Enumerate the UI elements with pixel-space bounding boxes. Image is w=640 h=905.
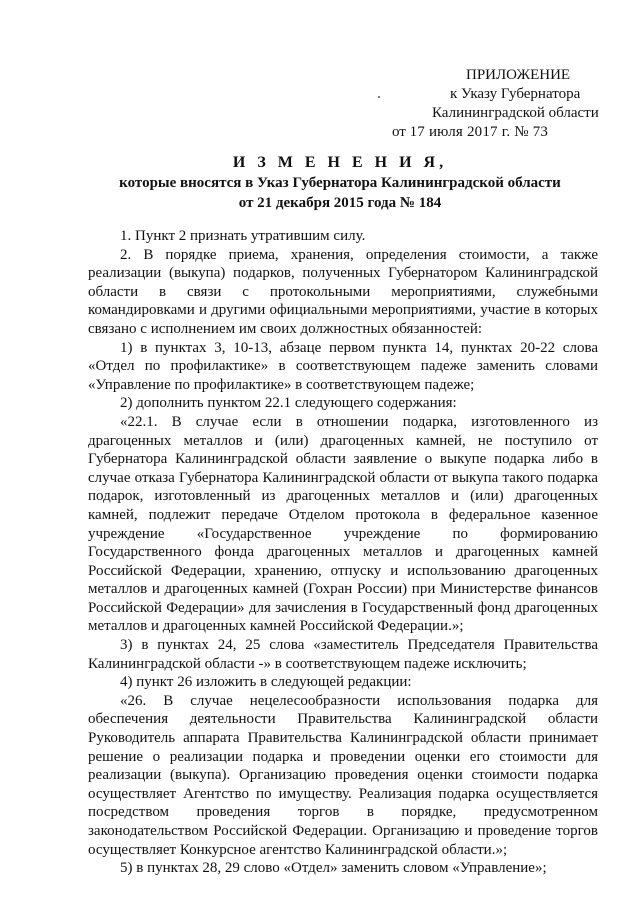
paragraph-6: 3) в пунктах 24, 25 слова «заместитель Председателя Правительства Калининградской области -» в соответствующем падеже исключить; (88, 637, 598, 672)
heading-date: от 21 декабря 2015 года № 184 (238, 195, 442, 211)
paragraph-7: 4) пункт 26 изложить в следующей редакции: (120, 674, 412, 691)
document-body (88, 227, 598, 878)
paragraph-8: «26. В случае нецелесообразности использования подарка для обеспечения деятельности Правительства Калининградской области Руководитель аппарата Правительства Калининградской области принимает решение о реализации подарка и проведении оценки его стоимости для реализации (выкупа). Организацию проведения оценки стоимости подарка осуществляет Агентство по имуществу. Реализация подарка осуществляется посредством проведения торгов в порядке, предусмотренном законодательством Российской Федерации. Организацию и проведение торгов осуществляет Конкурсное агентство Калининградской области.»; (88, 692, 598, 858)
paragraph-5: «22.1. В случае если в отношении подарка, изготовленного из драгоценных металлов и (или) драгоценных камней, не поступило от Губернатора Калининградской области заявление о выкупе подарка либо в случае отказа Губернатора Калининградской области от выкупа такого подарка подарок, изготовленный из драгоценных металлов и (или) драгоценных камней, подлежит передаче Отделом протокола в федеральное казенное учреждение «Государственное учреждение по формированию Государственного фонда драгоценных металлов и драгоценных камней Российской Федерации, хранению, отпуску и использованию драгоценных металлов и драгоценных камней (Гохран России) при Министерстве финансов Российской Федерации» для зачисления в Государственный фонд драгоценных металлов и драгоценных камней Российской Федерации.»; (88, 413, 598, 635)
appendix-date-prefix: от (392, 124, 406, 140)
appendix-line-1: к Указу Губернатора (450, 86, 581, 102)
paragraph-1: 1. Пункт 2 признать утратившим силу. (120, 228, 366, 244)
appendix-title: ПРИЛОЖЕНИЕ (466, 67, 571, 83)
paragraph-2: 2. В порядке приема, хранения, определения стоимости, а также реализации (выкупа) подарков, полученных Губернатором Калининградской области в связи с протокольными мероприятиями, служебными командировками и другими официальными мероприятиями, участие в которых связано с исполнением им своих должностных обязанностей: (88, 246, 598, 337)
appendix-line-2: Калининградской области (432, 105, 599, 121)
heading-subtitle: которые вносятся в Указ Губернатора Калининградской области (119, 175, 561, 191)
document-heading (80, 153, 600, 213)
appendix-date-value: 17 июля 2017 г. № 73 (409, 124, 549, 140)
paragraph-4: 2) дополнить пунктом 22.1 следующего содержания: (120, 395, 457, 412)
paragraph-3: 1) в пунктах 3, 10-13, абзаце первом пункта 14, пунктах 20-22 слова «Отдел по профилактике» в соответствующем падеже заменить словами «Управление по профилактике» в соответствующем падеже; (88, 339, 598, 393)
appendix-date-line (392, 123, 602, 142)
paragraph-9: 5) в пунктах 28, 29 слово «Отдел» заменить словом «Управление»; (120, 860, 547, 877)
scan-speck (378, 96, 380, 98)
appendix-block (392, 66, 602, 142)
heading-title: И З М Е Н Е Н И Я, (232, 154, 448, 171)
